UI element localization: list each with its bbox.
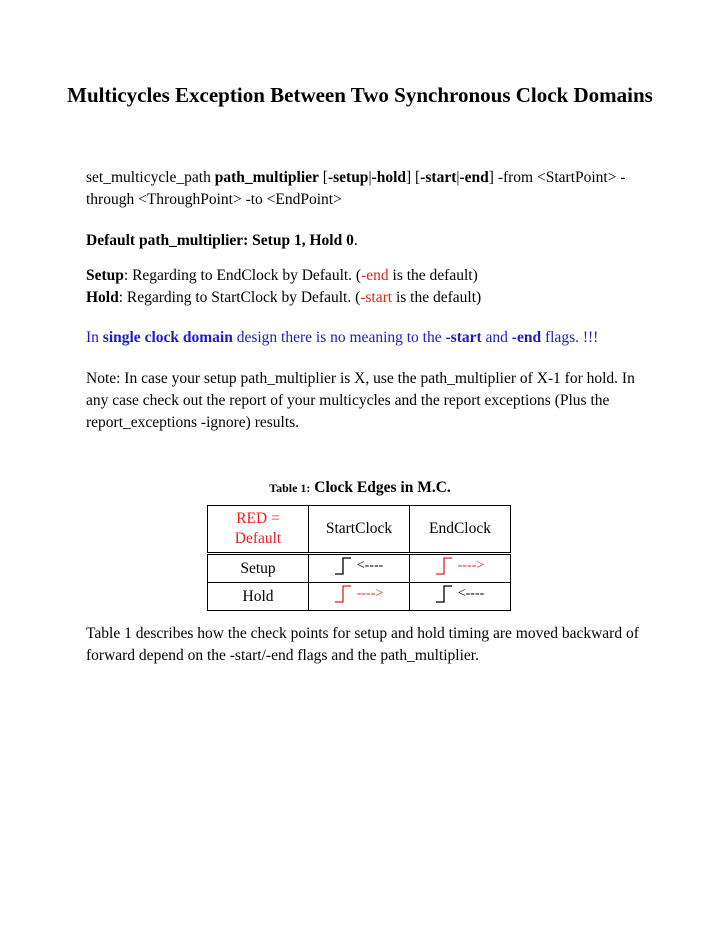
syntax-bracket-2: ] [ <box>406 169 421 186</box>
note-paragraph: Note: In case your setup path_multiplier is X, use the path_multiplier of X-1 for hold. In any case check out the report of your multicycles and the report exceptions (Plus the report_exceptions -ignore) results. <box>86 370 635 431</box>
hold-end-cell <box>410 583 511 611</box>
setup-flag: -end <box>361 267 389 284</box>
table-caption-label: Table 1: <box>269 481 311 495</box>
syntax-paragraph <box>86 167 646 211</box>
table-corner-cell <box>208 506 309 554</box>
setup-end-cell <box>410 554 511 583</box>
syntax-pipe-1: | <box>368 169 372 186</box>
default-tail: . <box>353 232 358 249</box>
table-caption <box>0 477 720 499</box>
syntax-hold: -hold <box>371 169 407 186</box>
page-title: Multicycles Exception Between Two Synchronous Clock Domains <box>67 83 653 107</box>
setup-start-cell <box>309 554 410 583</box>
corner-line-2: Default <box>234 530 282 547</box>
description-paragraph: Table 1 describes how the check points for setup and hold timing are moved backward of forward depend on the -start/-end flags and the path_multiplier. <box>86 625 639 664</box>
single-clock-b3: -end <box>511 329 542 346</box>
table-row <box>208 554 511 583</box>
single-clock-t2: design there is no meaning to the <box>232 329 446 346</box>
rising-edge-icon <box>335 557 351 575</box>
rising-edge-icon <box>436 585 452 603</box>
header-end-clock: EndClock <box>410 506 511 554</box>
syntax-cmd: set_multicycle_path <box>86 169 215 186</box>
setup-hold-paragraph <box>86 265 646 309</box>
hold-text-2: is the default) <box>392 289 482 306</box>
hold-flag: -start <box>360 289 393 306</box>
hold-label: Hold <box>86 289 119 306</box>
corner-line-1: RED = <box>236 510 280 527</box>
syntax-start: -start <box>420 169 457 186</box>
table-row <box>208 583 511 611</box>
clock-edges-table <box>207 505 511 611</box>
hold-end-arrow: <---- <box>457 586 485 601</box>
default-paragraph <box>86 230 646 252</box>
syntax-path-multiplier: path_multiplier <box>214 169 319 186</box>
header-start-clock: StartClock <box>309 506 410 554</box>
syntax-rest: ] -from <StartPoint> -through <ThroughPoint> -to <EndPoint> <box>86 169 626 208</box>
syntax-pipe-2: | <box>456 169 460 186</box>
setup-start-arrow: <---- <box>356 558 384 573</box>
hold-text-1: : Regarding to StartClock by Default. ( <box>118 289 361 306</box>
row-label-setup: Setup <box>208 554 309 583</box>
single-clock-t1: In <box>86 329 103 346</box>
setup-label: Setup <box>86 267 124 284</box>
row-label-hold: Hold <box>208 583 309 611</box>
single-clock-b2: -start <box>445 329 482 346</box>
syntax-setup: -setup <box>327 169 369 186</box>
single-clock-t3: and <box>481 329 512 346</box>
setup-text-2: is the default) <box>388 267 478 284</box>
syntax-end: -end <box>459 169 489 186</box>
rising-edge-icon <box>335 585 351 603</box>
single-clock-t4: flags. !!! <box>541 329 599 346</box>
setup-end-arrow: ----> <box>457 558 485 573</box>
hold-start-cell <box>309 583 410 611</box>
rising-edge-icon <box>436 557 452 575</box>
table-caption-title: Clock Edges in M.C. <box>314 479 451 496</box>
syntax-bracket-1: [ <box>318 169 328 186</box>
single-clock-paragraph <box>86 327 646 349</box>
hold-start-arrow: ----> <box>356 586 384 601</box>
setup-text-1: : Regarding to EndClock by Default. ( <box>123 267 362 284</box>
table-header-row <box>208 506 511 554</box>
single-clock-b1: single clock domain <box>102 329 233 346</box>
default-text: Default path_multiplier: Setup 1, Hold 0 <box>86 232 354 249</box>
